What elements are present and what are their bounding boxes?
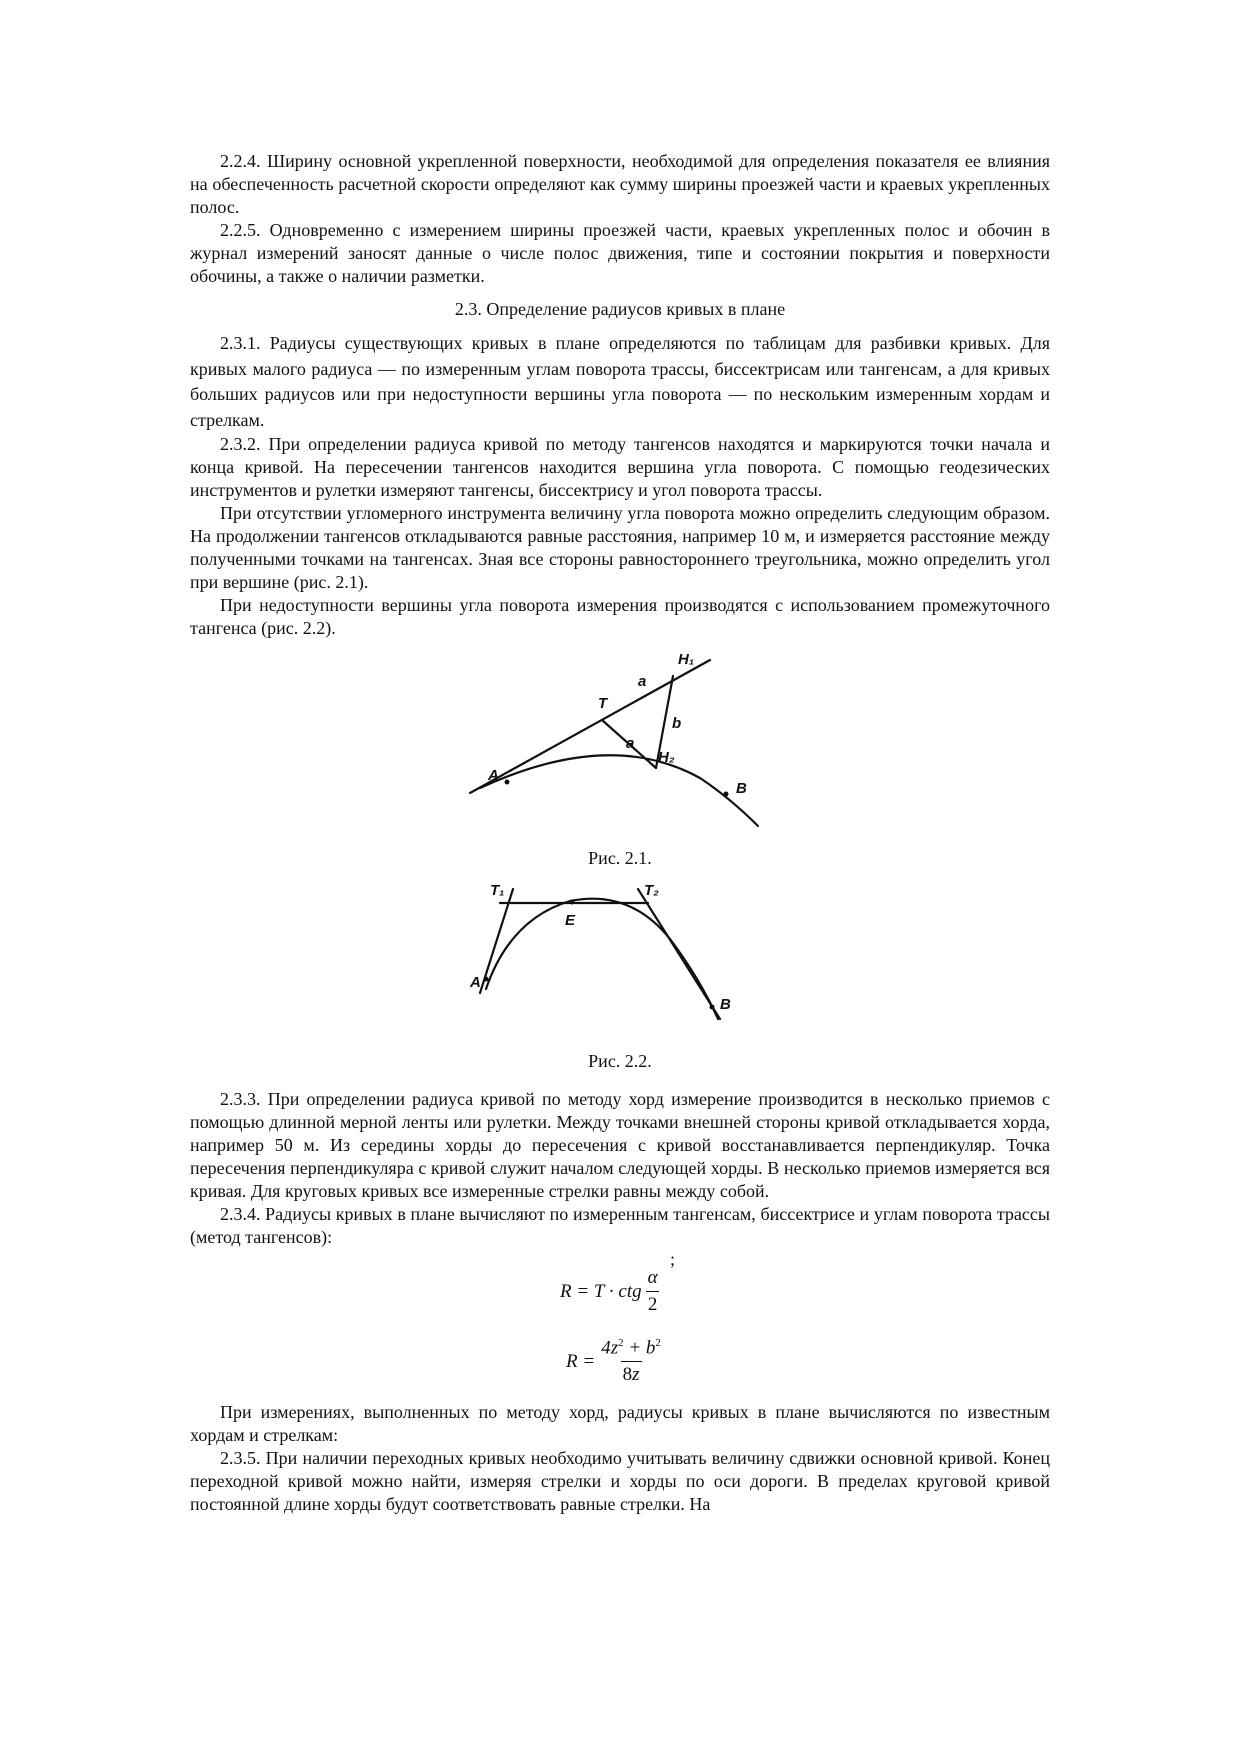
formula-2-numerator: $4z^2 + b^2$ xyxy=(601,1337,661,1359)
formula-1-fraction xyxy=(646,1267,660,1316)
label-a-top: a xyxy=(638,673,647,690)
paragraph-2-3-1: 2.3.1. Радиусы существующих кривых в плане определяются по таблицам для разбивки кривых. Для кривых малого радиуса — по измеренным углам поворота трассы, биссектрисам или тангенсам, а для кривых больших радиусов или при недоступности вершины угла поворота — по нескольким измеренным хордам и стрелкам. xyxy=(190,333,1050,430)
point-a-2 xyxy=(484,977,489,982)
formula-semicolon: ; xyxy=(670,1249,676,1269)
figure-2-2-drawing xyxy=(190,879,1050,1049)
label-b-side: b xyxy=(672,715,682,732)
document-page xyxy=(190,150,1050,1516)
paragraph-no-protractor: При отсутствии угломерного инструмента величину угла поворота можно определить следующим образом. На продолжении тангенсов откладываются равные расстояния, например 10 м, и измеряется расстояние между полученными точками на тангенсах. Зная все стороны равностороннего треугольника, можно определить угол при вершине (рис. 2.1). xyxy=(190,503,1050,592)
paragraph-2-3-5: 2.3.5. При наличии переходных кривых необходимо учитывать величину сдвижки основной кривой. Конец переходной кривой можно найти, измеряя стрелки и хорды по оси дороги. В пределах круговой кривой постоянной длине хорды будут соответствовать равные стрелки. На xyxy=(190,1448,1050,1514)
figure-2-2-caption: Рис. 2.2. xyxy=(588,1051,652,1071)
point-e xyxy=(570,900,575,905)
label-t2: T₂ xyxy=(644,882,659,899)
figure-2-1-drawing xyxy=(190,648,1050,848)
figure-2-2 xyxy=(190,879,1050,1049)
label-t1: T₁ xyxy=(490,882,505,899)
label-a-2: A xyxy=(470,974,481,991)
figure-2-1-caption: Рис. 2.1. xyxy=(588,848,652,868)
point-a xyxy=(505,780,510,785)
point-b xyxy=(724,792,729,797)
section-heading: 2.3. Определение радиусов кривых в плане xyxy=(454,299,786,319)
paragraph-intermediate-tangent: При недоступности вершины угла поворота измерения производятся с использованием промежуточного тангенса (рис. 2.2). xyxy=(190,595,1050,638)
formula-1-numerator: α xyxy=(647,1267,658,1288)
label-t: T xyxy=(598,695,608,712)
label-e: E xyxy=(565,912,576,929)
formula-2-fraction xyxy=(599,1337,663,1386)
label-h2: H₂ xyxy=(658,749,675,766)
paragraph-2-2-5: 2.2.5. Одновременно с измерением ширины проезжей части, краевых укрепленных полос и обочин в журнал измерений заносят данные о числе полос движения, типе и состоянии покрытия и поверхности обочины, а также о наличии разметки. xyxy=(190,220,1050,286)
label-a: A xyxy=(488,767,499,784)
paragraph-chord-measurements: При измерениях, выполненных по методу хорд, радиусы кривых в плане вычисляются по известным хордам и стрелкам: xyxy=(190,1402,1050,1445)
formula-1-lhs: R = T · ctg xyxy=(560,1280,642,1302)
formula-1-denominator: 2 xyxy=(646,1291,660,1316)
label-h1: H₁ xyxy=(678,651,695,668)
formula-2-lhs: R = xyxy=(566,1350,596,1372)
curve-arc xyxy=(480,755,758,826)
figure-2-1 xyxy=(190,648,1050,848)
label-a-mid: a xyxy=(626,735,635,752)
label-b: B xyxy=(736,780,747,797)
formula-2-denominator: 8z xyxy=(621,1361,642,1386)
label-b-2: B xyxy=(720,996,731,1013)
formulas-block xyxy=(190,1249,1050,1389)
paragraph-2-3-4: 2.3.4. Радиусы кривых в плане вычисляют по измеренным тангенсам, биссектрисе и углам поворота трассы (метод тангенсов): xyxy=(190,1204,1050,1247)
paragraph-2-3-3: 2.3.3. При определении радиуса кривой по методу хорд измерение производится в несколько приемов с помощью длинной мерной ленты или рулетки. Между точками внешней стороны кривой откладывается хорда, например 50 м. Из середины хорды до пересечения с кривой восстанавливается перпендикуляр. Точка пересечения перпендикуляра с кривой служит началом следующей хорды. В несколько приемов измеряется вся кривая. Для круговых кривых все измеренные стрелки равны между собой. xyxy=(190,1089,1050,1201)
paragraph-2-3-2: 2.3.2. При определении радиуса кривой по методу тангенсов находятся и маркируются точки начала и конца кривой. На пересечении тангенсов находится вершина угла поворота. С помощью геодезических инструментов и рулетки измеряют тангенсы, биссектрису и угол поворота трассы. xyxy=(190,434,1050,500)
formula-chord-method xyxy=(566,1337,663,1386)
tangent-t2-line xyxy=(638,889,720,1019)
formula-tangent-method xyxy=(560,1267,660,1316)
paragraph-2-2-4: 2.2.4. Ширину основной укрепленной поверхности, необходимой для определения показателя ее влияния на обеспеченность расчетной скорости определяют как сумму ширины проезжей части и краевых укрепленных полос. xyxy=(190,151,1050,217)
point-b-2 xyxy=(710,1005,715,1010)
